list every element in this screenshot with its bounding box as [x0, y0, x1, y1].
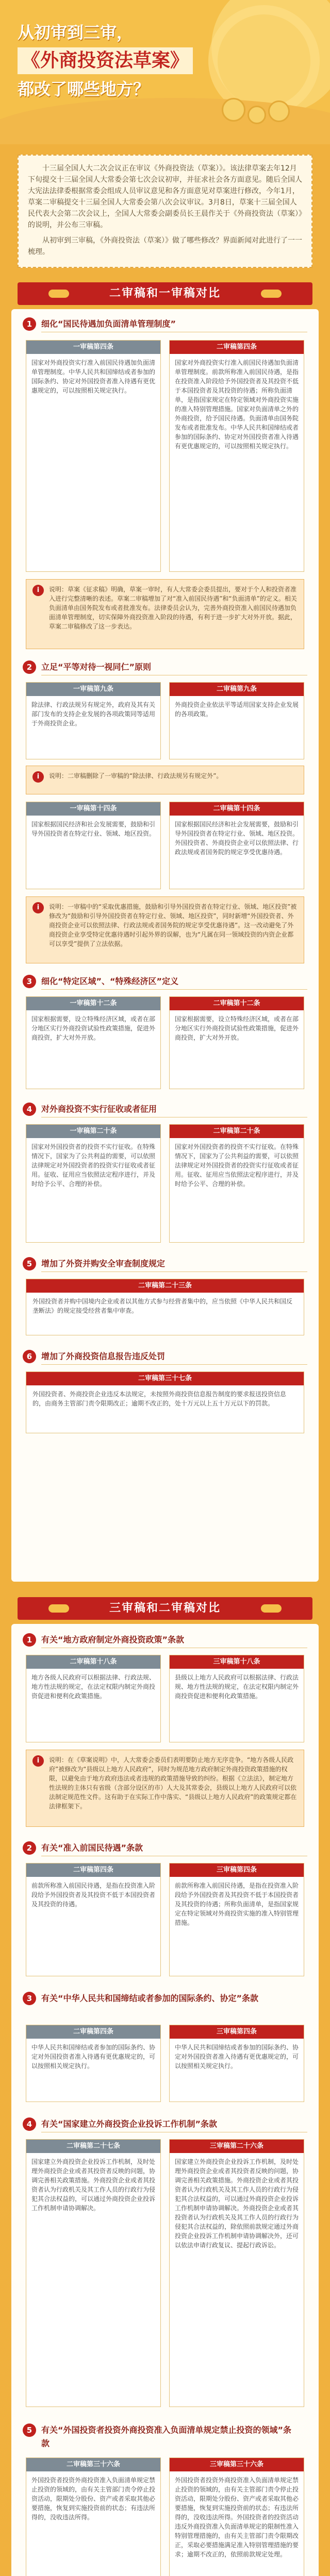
left-column — [26, 2025, 161, 2102]
s1-item3-title: 细化“特定区域”、“特殊经济区”定义 — [41, 976, 179, 986]
left-column-body: 国家根据需要，设立特殊经济区域，或者在部分地区实行外商投资试验性政策措施，促进外商投资，扩大对外开放。 — [31, 1015, 156, 1041]
s1-item6-box — [26, 1371, 304, 1433]
s1-item1-heading — [23, 317, 307, 333]
coin-icon — [268, 100, 290, 122]
s1-item1-number: 1 — [23, 317, 36, 331]
left-column-header: 一审稿第十二条 — [26, 997, 160, 1010]
right-column-body: 国家根据需要，设立特殊经济区域，或者在部分地区实行外商投资试验性政策措施，促进外商投资，扩大对外开放。 — [175, 1015, 299, 1041]
info-icon: i — [32, 585, 44, 596]
s1-item2-note-a — [26, 766, 304, 794]
left-column — [26, 802, 161, 889]
s2-item4-comparison — [26, 2139, 304, 2407]
right-column-header: 二审稿第四条 — [170, 341, 304, 354]
right-column-header: 二审稿第二十条 — [170, 1125, 304, 1138]
s2-item3-number: 3 — [23, 1992, 36, 2005]
left-column-body: 国家对外商投资实行准入前国民待遇加负面清单管理制度。中华人民共和国缔结或者参加的国际条约、协定对外国投资者准入待遇有更优惠规定的，可以按照相关规定执行。 — [31, 359, 156, 394]
right-column-body: 国家建立外商投资企业投诉工作机制，及时处理外商投资企业或者其投资者反映的问题，协调完善相关政策措施。外商投资企业或者其投资者认为行政机关及其工作人员的行政行为侵犯其合法权益的，可以通过外商投资企业投诉工作机制申请协调解决。外商投资企业或者其投资者认为行政机关及其工作人员的行政行为侵犯其合法权益的，除依照前款规定通过外商投资企业投诉工作机制申请协调解决外，还可以依法申请行政复议、提起行政诉讼。 — [175, 2158, 299, 2249]
coin-icon — [248, 106, 266, 124]
s1-item2-number: 2 — [23, 660, 36, 674]
right-column-body: 国家对外商投资实行准入前国民待遇加负面清单管理制度。前款所称准入前国民待遇，是指在投资准入阶段给予外国投资者及其投资不低于本国投资者及其投资的待遇；所称负面清单，是指国家规定在特定领域对外商投资实施的准入特别管理措施。国家对负面清单之外的外商投资，给予国民待遇。负面清单由国务院发布或者批准发布。中华人民共和国缔结或者参加的国际条约、协定对外国投资者准入待遇有更优惠规定的，可以按照相关规定执行。 — [175, 359, 299, 450]
left-column-body: 国家根据国民经济和社会发展需要，鼓励和引导外国投资者在特定行业、领域、地区投资。 — [31, 821, 156, 837]
s1-item3-heading — [23, 975, 307, 990]
left-column-header: 一审稿第二十条 — [26, 1125, 160, 1138]
s2-item3-heading — [23, 1992, 307, 2018]
s1-item3-comparison — [26, 996, 304, 1089]
hero-title-line2: 《外商投资法草案》 — [18, 47, 193, 74]
intro-paragraph-1: 十三届全国人大二次会议正在审议《外商投资法（草案）》。该法律草案去年12月下旬提交十三届全国人大常委会第七次会议初审，并征求社会各方面意见。随后全国人大宪法法律委根据常委会组成人员审议意见和各方面意见对草案进行修改，今年1月，草案二审稿提交十三届全国人大常委会第八次会议审议。3月8日，草案十三届全国人民代表大会第二次会议上，全国人大常委会副委员长王晨作关于《外商投资法（草案）》的说明，并公布三审稿。 — [28, 164, 302, 229]
s1-item5-box — [26, 1279, 304, 1335]
left-column-header: 一审稿第四条 — [26, 341, 160, 354]
s2-item1-comparison — [26, 1655, 304, 1742]
left-column-body: 国家建立外商投资企业投诉工作机制，及时处理外商投资企业或者其投资者反映的问题，协调完善相关政策措施。外商投资企业或者其投资者认为行政机关及其工作人员的行政行为侵犯其合法权益的，可以通过外商投资企业投诉工作机制申请协调解决。 — [31, 2158, 156, 2212]
box-body: 外国投资者、外商投资企业违反本法规定，未按照外商投资信息报告制度的要求报送投资信息的，由商务主管部门责令限期改正；逾期不改正的，处十万元以上五十万元以下的罚款。 — [32, 1391, 287, 1407]
left-column-header: 二审稿第三十六条 — [26, 2458, 160, 2471]
left-column — [26, 996, 161, 1089]
intro-paragraph-2: 从初审到三审稿，《外商投资法（草案）》做了哪些修改？界面新闻对此进行了一一梳理。 — [28, 236, 302, 256]
right-column — [169, 996, 304, 1089]
s2-item5-number: 5 — [23, 2424, 36, 2437]
note-text: 说明：一审稿中的“采取优惠措施，鼓励和引导外国投资者在特定行业、领域、地区投资”被修改为“鼓励和引导外国投资者在特定行业、领域、地区投资”，同时新增“外国投资者、外商投资企业可以依照法律、行政法规或者国务院的规定享受优惠待遇”。这一改动避免了外商投资企业享受特定优惠待遇时引起外界的误解，也为“凡属在同一领域投资的内资企业都可以享受”提供了立法依据。 — [49, 903, 297, 947]
s2-item5-title: 有关“外国投资者投资外商投资准入负面清单规定禁止投资的领域”条款 — [41, 2425, 292, 2448]
s1-item6-title: 增加了外商投资信息报告违反处罚 — [41, 1351, 166, 1361]
coin-icon — [222, 98, 245, 122]
s2-item2-comparison — [26, 1863, 304, 1976]
right-column-header: 三审稿第二十六条 — [170, 2140, 304, 2153]
s2-item2-title: 有关“准入前国民待遇”条款 — [41, 1843, 143, 1853]
s1-item2-heading — [23, 660, 307, 676]
left-column-header: 一审稿第十四条 — [26, 802, 160, 816]
s2-item5-comparison — [26, 2458, 304, 2576]
s2-item2-number: 2 — [23, 1841, 36, 1855]
note-text: 说明：草案《征求稿》明确，草案一审时，有人大常委会委员提出，要对于个人和投资者准入进行完整清晰的表述。草案二审稿增加了对“准入前国民待遇”和“负面清单”的定义。相关负面清单由国务院发布或者批准发布。法律委员会认为，完善外商投资准入前国民待遇加负面清单管理制度，切实保障外商投资准入阶段的待遇，有利于进一步扩大对外开放。据此，草案二审稿修改了这一步表达。 — [49, 586, 297, 630]
right-column — [169, 1124, 304, 1243]
left-column-body: 外国投资者投资外商投资准入负面清单规定禁止投资的领域的，由有关主管部门责令停止投资活动，限期处分股份、资产或者采取其他必要措施，恢复到实施投资前的状态；有违法所得的，没收违法所得。 — [31, 2477, 156, 2521]
s1-item1-title: 细化“国民待遇加负面清单管理制度” — [41, 319, 176, 329]
s2-item4-heading — [23, 2117, 307, 2133]
divider — [41, 989, 307, 990]
s1-item4-heading — [23, 1103, 307, 1118]
section2-banner: 三审稿和二审稿对比 — [18, 1597, 312, 1620]
left-column — [26, 340, 161, 572]
section1-banner: 二审稿和一审稿对比 — [18, 282, 312, 305]
s1-item2-title: 立足“平等对待一视同仁”原则 — [41, 662, 152, 672]
right-column-body: 外商投资企业依法平等适用国家支持企业发展的各项政策。 — [175, 701, 299, 718]
left-column-header: 二审稿第十八条 — [26, 1655, 160, 1669]
left-column-body: 国家对外国投资者的投资不实行征收。在特殊情况下，国家为了公共利益的需要，可以依照法律规定对外国投资者的投资实行征收或者征用。征收、征用应当依照法定程序进行，并及时给予公平、合理的补偿。 — [31, 1143, 156, 1188]
hero-title-line1: 从初审到三审， — [18, 23, 134, 42]
s2-item4-number: 4 — [23, 2117, 36, 2131]
s1-item1-comparison — [26, 340, 304, 572]
right-column — [169, 340, 304, 572]
s1-item3-number: 3 — [23, 975, 36, 988]
info-icon: i — [32, 771, 44, 783]
s1-item5-title: 增加了外资并购安全审查制度规定 — [41, 1259, 166, 1268]
right-column-body: 国家根据国民经济和社会发展需要，鼓励和引导外国投资者在特定行业、领域、地区投资。外国投资者、外商投资企业可以依照法律、行政法规或者国务院的规定享受优惠待遇。 — [175, 821, 299, 856]
info-icon: i — [32, 902, 44, 913]
s1-item5-number: 5 — [23, 1257, 36, 1270]
s1-item5-heading — [23, 1257, 307, 1273]
s2-item4-title: 有关“国家建立外商投资企业投诉工作机制”条款 — [41, 2119, 218, 2129]
right-column-body: 县级以上地方人民政府可以根据法律、行政法规、地方性法规的规定，在法定权限内制定外商投资促进和便利化政策措施。 — [175, 1674, 299, 1700]
right-column — [169, 2458, 304, 2576]
left-column-body: 除法律、行政法规另有规定外，政府及其有关部门发布的支持企业发展的各项政策同等适用于外商投资企业。 — [31, 701, 156, 727]
box-header: 二审稿第三十七条 — [26, 1372, 304, 1385]
right-column-body: 外国投资者投资外商投资准入负面清单规定禁止投资的领域的，由有关主管部门责令停止投资活动，限期处分股份、资产或者采取其他必要措施，恢复到实施投资前的状态；有违法所得的，没收违法所得。外国投资者的投资活动违反外商投资准入负面清单规定的限制性准入特别管理措施的，由有关主管部门责令限期改正，采取必要措施满足准入特别管理措施的要求；逾期不改正的，依照前款规定处理。 — [175, 2477, 299, 2558]
right-column — [169, 802, 304, 889]
divider — [41, 1364, 307, 1365]
left-column — [26, 1124, 161, 1243]
left-column-header: 一审稿第九条 — [26, 683, 160, 696]
left-column — [26, 2139, 161, 2407]
right-column-body: 中华人民共和国缔结或者参加的国际条约、协定对外国投资者准入待遇有更优惠规定的，可以按照相关规定执行。 — [175, 2044, 299, 2070]
note-text: 说明：二审稿删除了一审稿的“除法律、行政法规另有规定外”。 — [49, 772, 223, 779]
right-column — [169, 682, 304, 759]
right-column — [169, 2139, 304, 2407]
left-column-body: 前款所称准入前国民待遇，是指在投资准入阶段给予外国投资者及其投资不低于本国投资者及其投资的待遇。 — [31, 1882, 156, 1908]
right-column — [169, 1863, 304, 1976]
left-column-body: 中华人民共和国缔结或者参加的国际条约、协定对外国投资者准入待遇有更优惠规定的，可以按照相关规定执行。 — [31, 2044, 156, 2070]
left-column-header: 二审稿第四条 — [26, 1863, 160, 1877]
s1-item4-title: 对外商投资不实行征收或者征用 — [41, 1104, 157, 1114]
s1-item6-heading — [23, 1350, 307, 1365]
left-column — [26, 682, 161, 759]
hero-header — [0, 0, 330, 144]
right-column — [169, 2025, 304, 2102]
right-column-header: 三审稿第十八条 — [170, 1655, 304, 1669]
box-header: 二审稿第二十三条 — [26, 1279, 304, 1293]
right-column — [169, 1655, 304, 1742]
s2-item5-heading — [23, 2424, 307, 2449]
right-column-header: 三审稿第四条 — [170, 1863, 304, 1877]
s2-item1-heading — [23, 1633, 307, 1649]
note-text: 说明：在《草案说明》中，人大常委会委员们表明要防止地方无序竞争。“地方各级人民政府”被修改为“县级以上地方人民政府”，同时为规范地方政府制定外商投资政策措施的权限，以避免由于地方政府违法或者违规的政策措施导致的纠纷。根据《立法法》，制定地方性法规的主体只有省级（含部分设区的市）人大及其常委会，县级以上地方人民政府可以依法制定规范性文件。这有助于在实际工作中落实、“县级以上地方人民政府”的政策规定都在法律框架下。 — [49, 1756, 297, 1810]
box-body: 外国投资者并购中国境内企业或者以其他方式参与经营者集中的，应当依照《中华人民共和国反垄断法》的规定接受经营者集中审查。 — [32, 1298, 293, 1314]
right-column-header: 二审稿第十四条 — [170, 802, 304, 816]
s1-item2-comparison-a — [26, 682, 304, 759]
s2-item1-title: 有关“地方政府制定外商投资政策”条款 — [41, 1635, 185, 1645]
right-column-header: 三审稿第三十六条 — [170, 2458, 304, 2471]
left-column — [26, 1655, 161, 1742]
s2-item1-note — [26, 1750, 304, 1827]
s1-item6-number: 6 — [23, 1350, 36, 1363]
hero-title — [18, 21, 203, 129]
hero-title-line3: 都改了哪些地方？ — [18, 79, 150, 99]
s1-item1-note — [26, 579, 304, 649]
right-column-header: 二审稿第九条 — [170, 683, 304, 696]
right-column-header: 二审稿第十二条 — [170, 997, 304, 1010]
left-column-header: 二审稿第四条 — [26, 2025, 160, 2039]
intro-card — [18, 155, 312, 268]
left-column-body: 地方各级人民政府可以根据法律、行政法规、地方性法规的规定，在法定权限内制定外商投资促进和便利化政策措施。 — [31, 1674, 156, 1700]
right-column-body: 前款所称准入前国民待遇，是指在投资准入阶段给予外国投资者及其投资不低于本国投资者及其投资的待遇；所称负面清单，是指国家规定在特定领域对外商投资实施的准入特别管理措施。 — [175, 1882, 299, 1926]
s1-item4-comparison — [26, 1124, 304, 1243]
left-column — [26, 1863, 161, 1976]
left-column-header: 二审稿第二十七条 — [26, 2140, 160, 2153]
s1-item2-comparison-b — [26, 802, 304, 889]
s2-item3-title: 有关“中华人民共和国缔结或者参加的国际条约、协定”条款 — [41, 1993, 259, 2003]
s1-item4-number: 4 — [23, 1103, 36, 1116]
s2-item1-number: 1 — [23, 1633, 36, 1647]
right-column-body: 国家对外国投资者的投资不实行征收。在特殊情况下，国家为了公共利益的需要，可以依照法律规定对外国投资者的投资实行征收或者征用。征收、征用应当依照法定程序进行，并及时给予公平、合理的补偿。 — [175, 1143, 299, 1188]
s2-item2-heading — [23, 1841, 307, 1857]
right-column-header: 三审稿第四条 — [170, 2025, 304, 2039]
left-column — [26, 2458, 161, 2576]
info-icon: i — [32, 1755, 44, 1767]
s2-item3-comparison — [26, 2025, 304, 2102]
s1-item2-note-b — [26, 896, 304, 963]
